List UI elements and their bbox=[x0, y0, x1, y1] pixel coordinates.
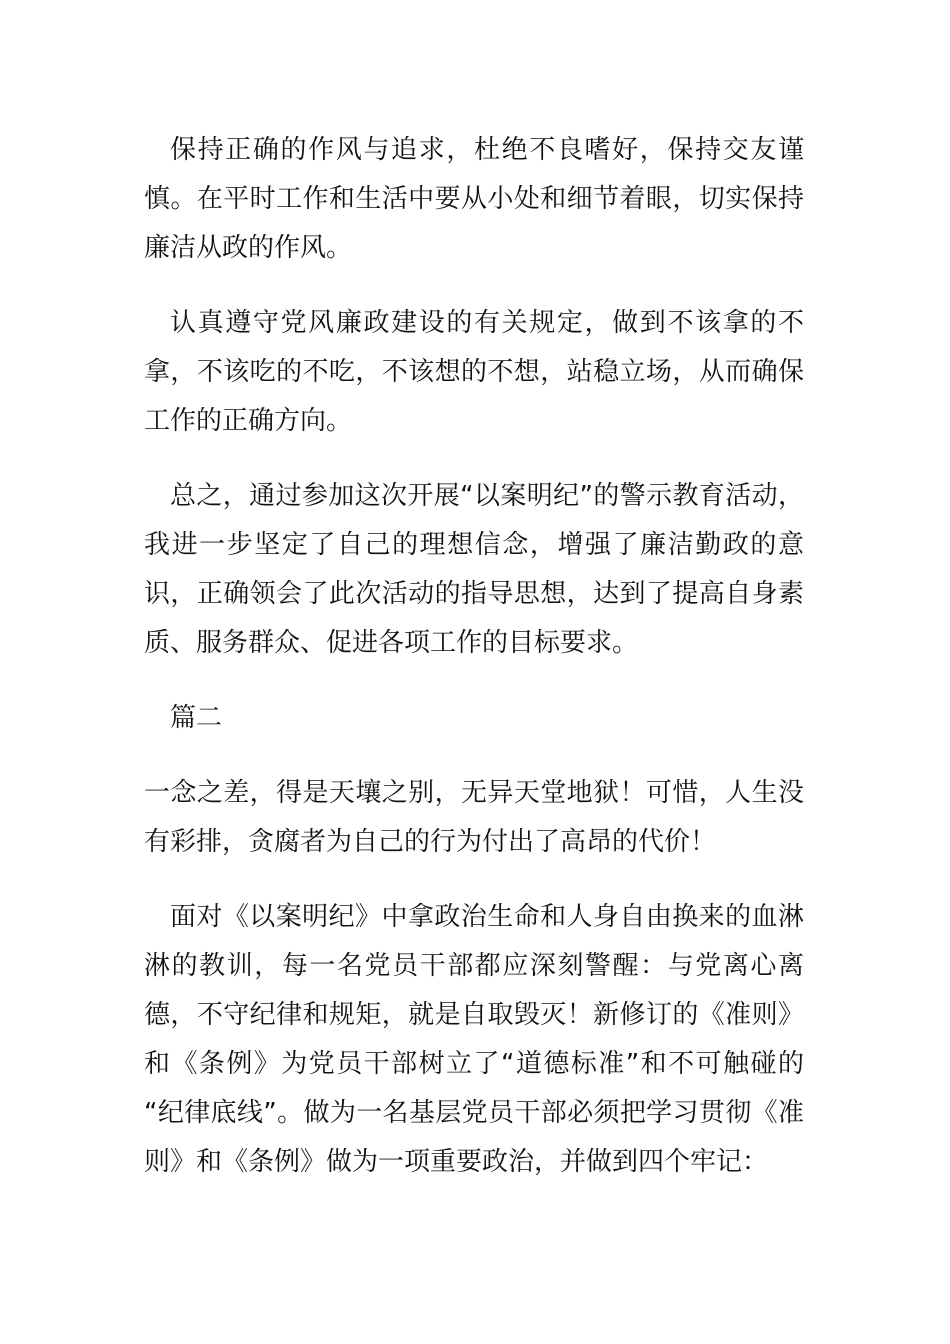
section-heading-part-two: 篇二 bbox=[170, 703, 223, 733]
document-body bbox=[144, 126, 804, 1187]
paragraph-one-thought: 一念之差，得是天壤之别，无异天堂地狱！可惜，人生没有彩排，贪腐者为自己的行为付出了高昂的代价！ bbox=[144, 778, 804, 857]
paragraph-lessons: 面对《以案明纪》中拿政治生命和人身自由换来的血淋淋的教训，每一名党员干部都应深刻警醒：与党离心离德，不守纪律和规矩，就是自取毁灭！新修订的《准则》和《条例》为党员干部树立了“道德标准”和不可触碰的 “纪律底线”。做为一名基层党员干部必须把学习贯彻《准则》和《条例》做为一项重要政治，并做到四个牢记： bbox=[144, 902, 804, 1177]
paragraph-conclusion: 总之，通过参加这次开展“以案明纪”的警示教育活动，我进一步坚定了自己的理想信念，增强了廉洁勤政的意识，正确领会了此次活动的指导思想，达到了提高自身素质、服务群众、促进各项工作的目标要求。 bbox=[144, 481, 804, 658]
paragraph-party-rules: 认真遵守党风廉政建设的有关规定，做到不该拿的不拿，不该吃的不吃，不该想的不想，站稳立场，从而确保工作的正确方向。 bbox=[144, 308, 804, 436]
paragraph-integrity-conduct: 保持正确的作风与追求，杜绝不良嗜好，保持交友谨慎。在平时工作和生活中要从小处和细节着眼，切实保持廉洁从政的作风。 bbox=[144, 135, 804, 263]
